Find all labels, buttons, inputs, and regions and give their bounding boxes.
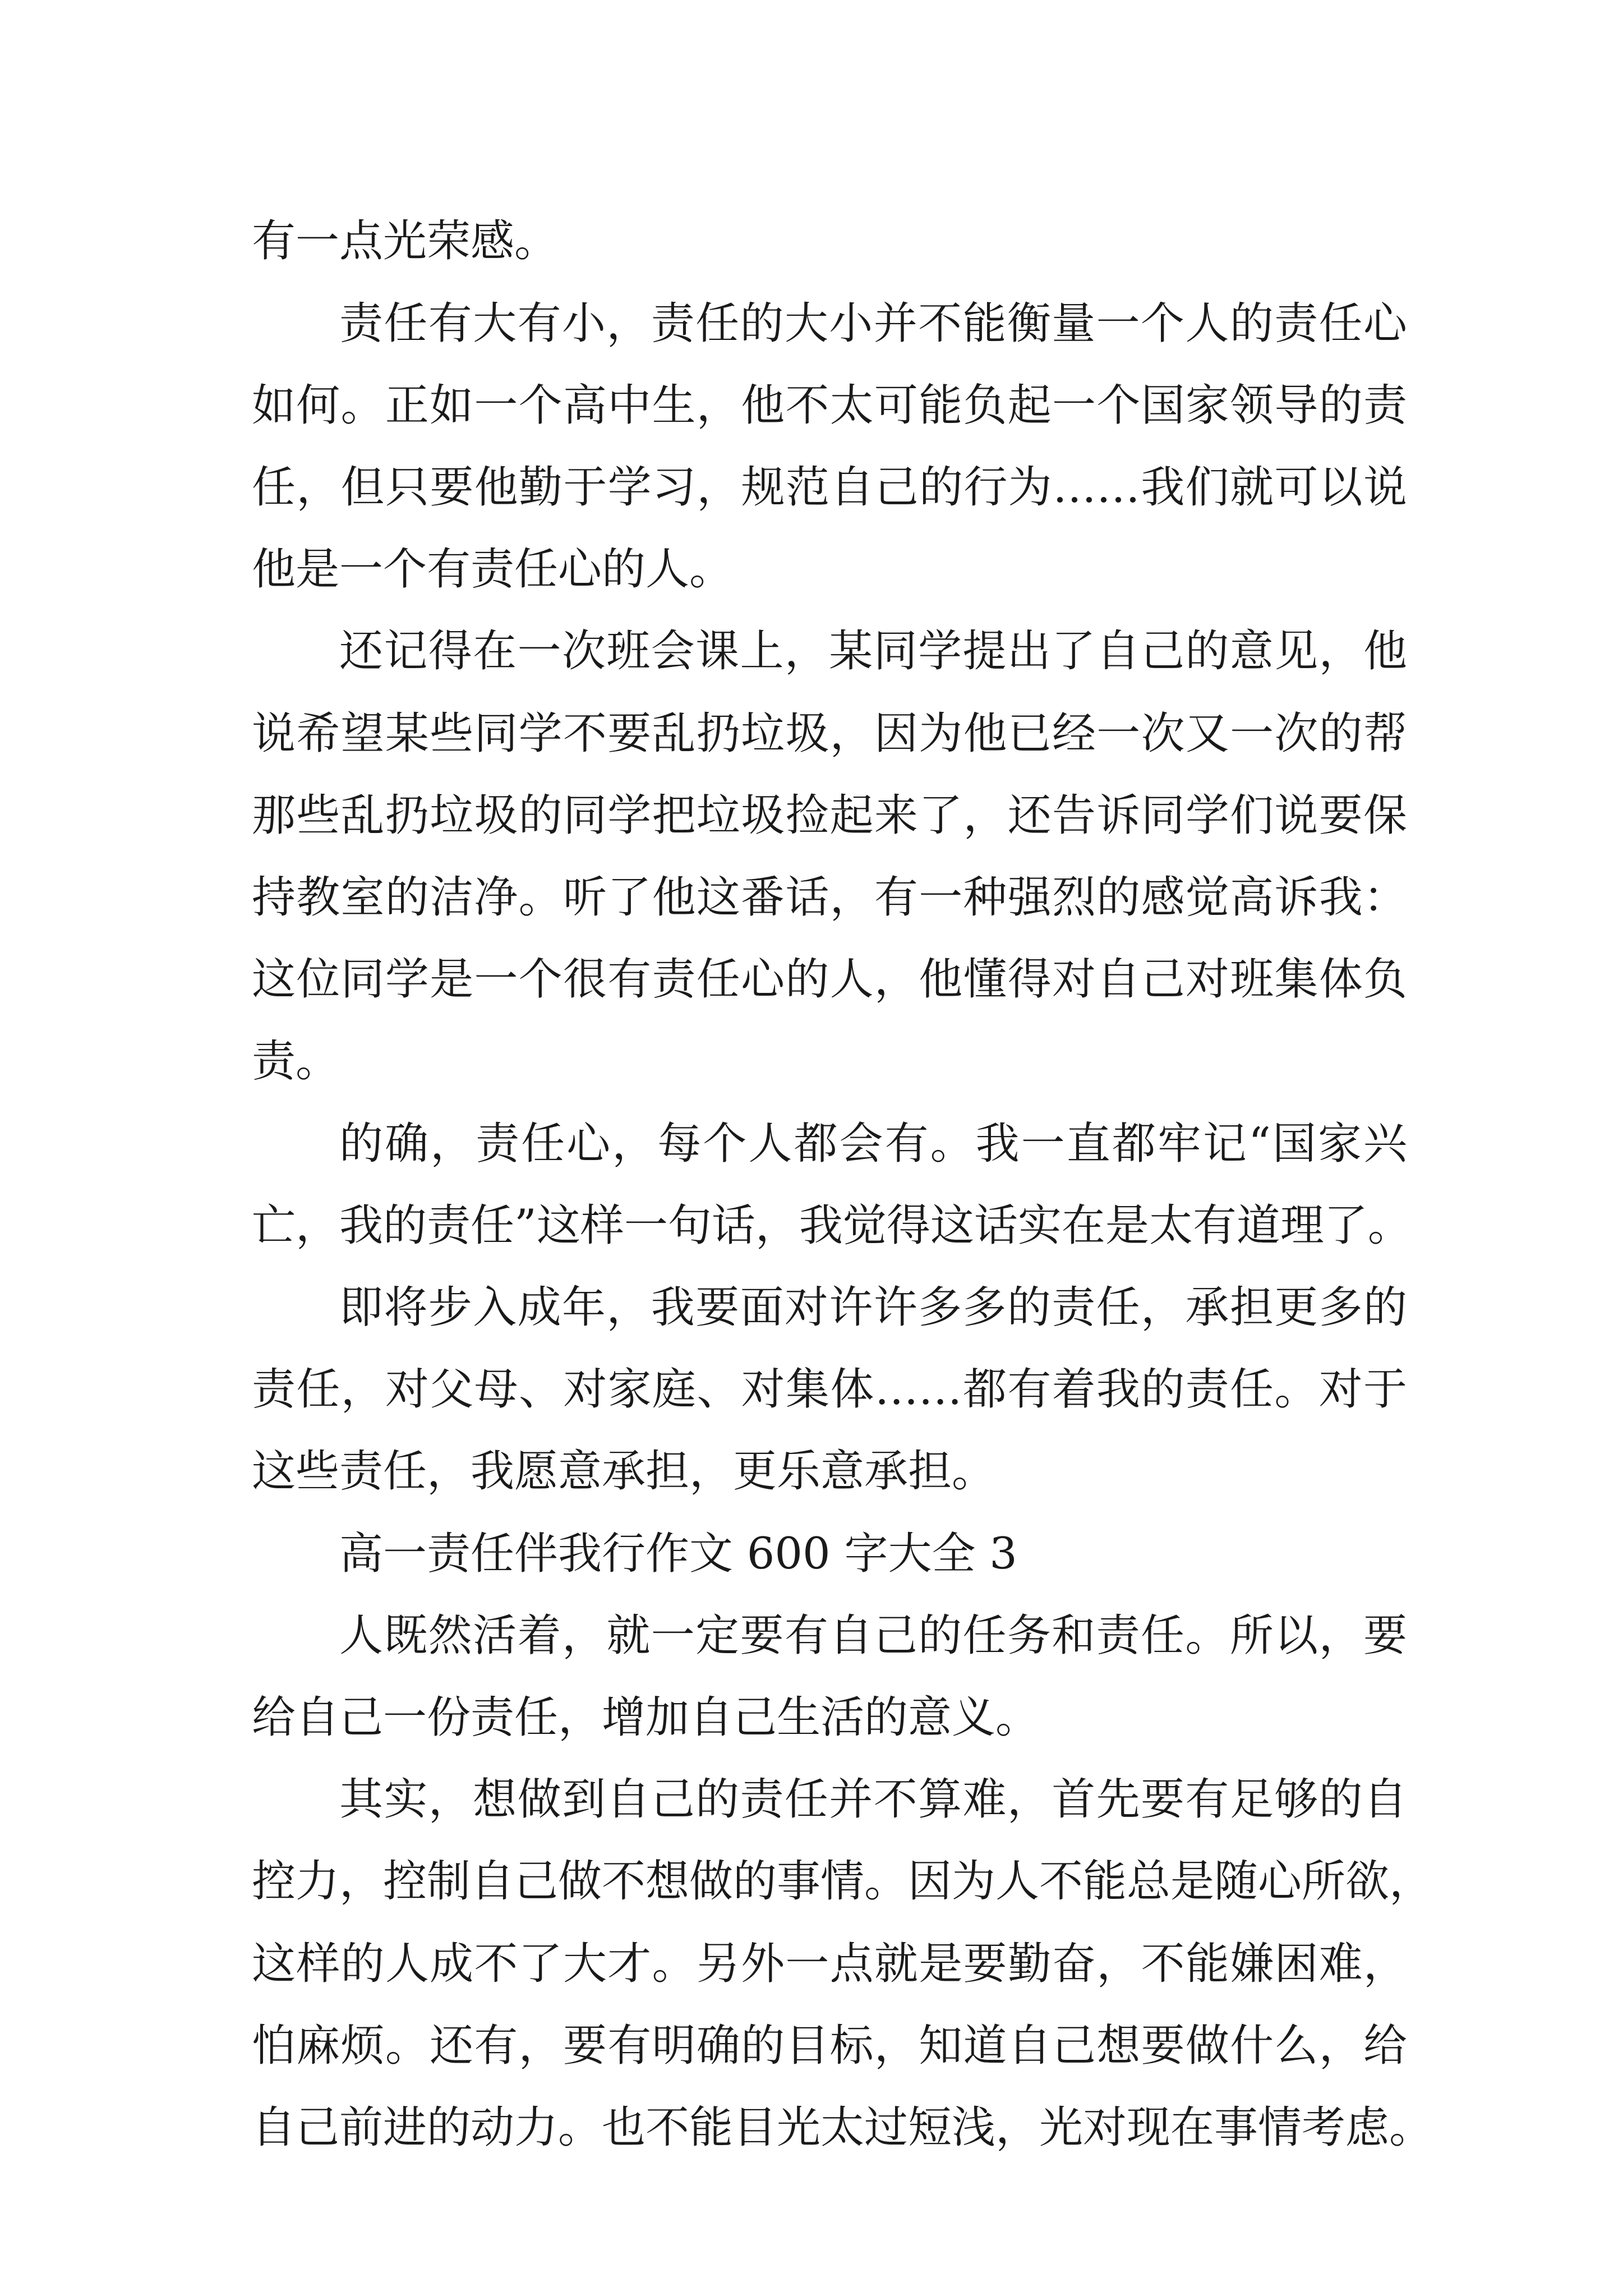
text-line: 这些责任，我愿意承担，更乐意承担。 [252, 1446, 996, 1497]
text-line: 说希望某些同学不要乱扔垃圾，因为他已经一次又一次的帮 [252, 708, 1407, 759]
text-line: 那些乱扔垃圾的同学把垃圾捡起来了，还告诉同学们说要保 [252, 790, 1407, 841]
text-line: 责任有大有小，责任的大小并不能衡量一个人的责任心 [339, 298, 1407, 349]
text-line: 其实，想做到自己的责任并不算难，首先要有足够的自 [339, 1774, 1407, 1825]
text-line: 他是一个有责任心的人。 [252, 544, 734, 595]
text-line: 控力，控制自己做不想做的事情。因为人不能总是随心所欲， [252, 1856, 1433, 1907]
text-line: 人既然活着，就一定要有自己的任务和责任。所以，要 [339, 1611, 1407, 1661]
text-line: 责任，对父母、对家庭、对集体……都有着我的责任。对于 [252, 1364, 1407, 1415]
text-line: 的确，责任心，每个人都会有。我一直都牢记“国家兴 [339, 1119, 1407, 1169]
text-line: 这位同学是一个很有责任心的人，他懂得对自己对班集体负 [252, 954, 1407, 1005]
text-line: 这样的人成不了大才。另外一点就是要勤奋，不能嫌困难， [252, 1939, 1407, 1989]
text-line: 亡，我的责任”这样一句话，我觉得这话实在是太有道理了。 [252, 1200, 1412, 1251]
text-line: 怕麻烦。还有，要有明确的目标，知道自己想要做什么，给 [252, 2021, 1407, 2071]
text-line: 给自己一份责任，增加自己生活的意义。 [252, 1692, 1040, 1743]
section-heading: 高一责任伴我行作文 600 字大全 3 [339, 1529, 1017, 1579]
text-line: 责。 [252, 1036, 340, 1087]
text-line: 自己前进的动力。也不能目光太过短浅，光对现在事情考虑。 [252, 2102, 1433, 2153]
text-line: 持教室的洁净。听了他这番话，有一种强烈的感觉高诉我： [252, 872, 1407, 923]
text-line: 即将步入成年，我要面对许许多多的责任，承担更多的 [339, 1282, 1407, 1333]
text-line: 如何。正如一个高中生，他不太可能负起一个国家领导的责 [252, 380, 1407, 431]
text-line: 任，但只要他勤于学习，规范自己的行为……我们就可以说 [252, 462, 1407, 513]
text-line: 还记得在一次班会课上，某同学提出了自己的意见，他 [339, 626, 1407, 677]
text-line: 有一点光荣感。 [252, 216, 559, 266]
